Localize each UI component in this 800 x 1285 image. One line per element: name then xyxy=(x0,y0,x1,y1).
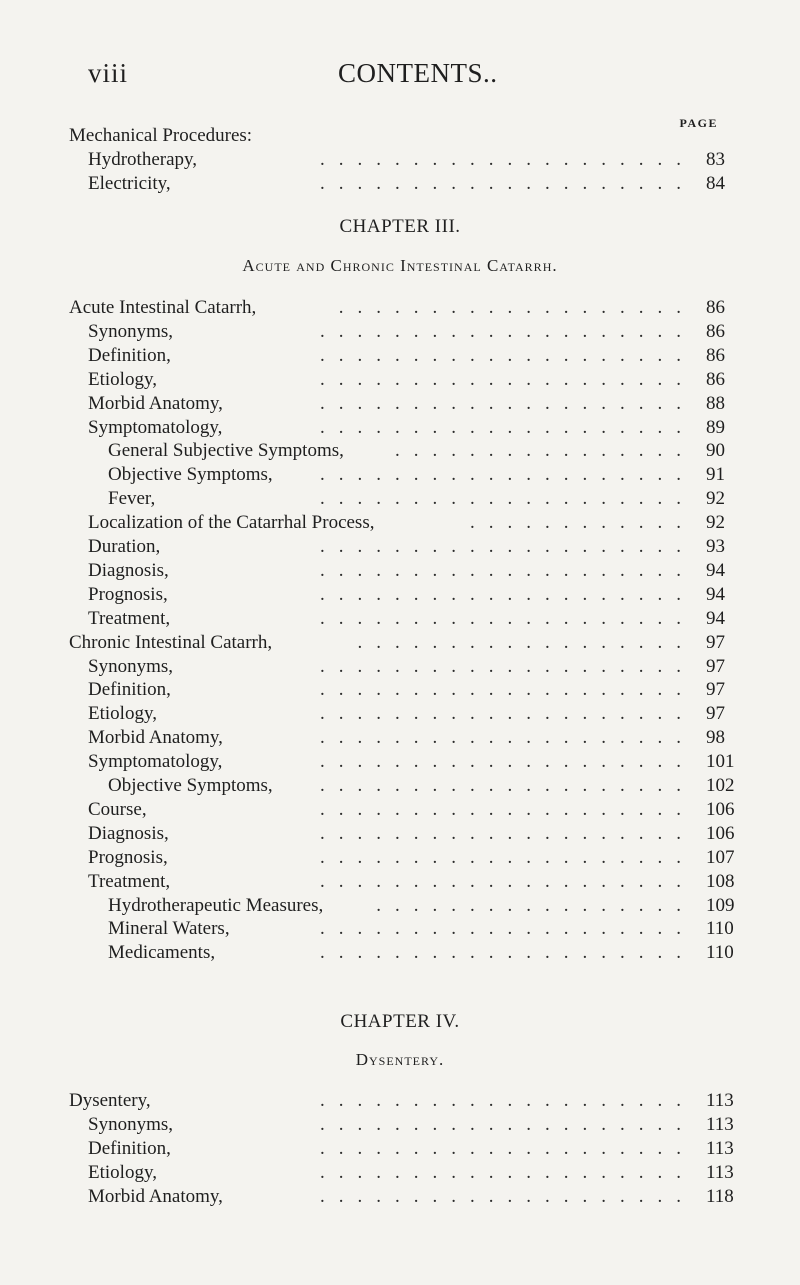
toc-entry-page: 91 xyxy=(706,464,725,486)
toc-entry xyxy=(0,343,800,369)
dot-leader: .................... xyxy=(320,727,695,749)
section-heading: Mechanical Procedures: xyxy=(69,125,253,146)
dot-leader: .................... xyxy=(320,1113,695,1135)
toc-entry-page: 83 xyxy=(706,149,725,170)
toc-entry-label: Prognosis, xyxy=(88,583,168,605)
toc-entry-page: 98 xyxy=(706,727,725,749)
toc-entry xyxy=(0,606,800,632)
toc-entry xyxy=(0,654,800,680)
toc-entry-page: 106 xyxy=(706,798,735,820)
toc-entry-label: Hydrotherapeutic Measures, xyxy=(108,894,324,916)
toc-entry-page: 97 xyxy=(706,703,725,725)
toc-entry-label: Synonyms, xyxy=(88,320,173,342)
toc-entry-page: 118 xyxy=(706,1185,734,1207)
dot-leader: .................... xyxy=(320,655,695,677)
dot-leader: .................. xyxy=(357,631,695,653)
toc-entry xyxy=(0,510,800,536)
dot-leader: .................... xyxy=(320,1137,695,1159)
toc-entry xyxy=(0,893,800,919)
toc-entry-label: Treatment, xyxy=(88,870,171,892)
dot-leader: .................... xyxy=(320,464,695,486)
toc-entry xyxy=(0,391,800,417)
toc-entry-page: 88 xyxy=(706,392,725,414)
running-head xyxy=(88,58,740,90)
toc-entry xyxy=(0,725,800,751)
toc-entry-page: 107 xyxy=(706,846,735,868)
toc-entry-page: 86 xyxy=(706,320,725,342)
toc-entry xyxy=(0,749,800,775)
toc-entry-page: 97 xyxy=(706,655,725,677)
toc-entry xyxy=(0,797,800,823)
dot-leader: .................... xyxy=(320,1090,695,1111)
dot-leader: .................... xyxy=(320,488,695,510)
toc-entry-label: Course, xyxy=(88,798,147,820)
dot-leader: .................... xyxy=(320,942,695,964)
toc-entry-label: Symptomatology, xyxy=(88,751,223,773)
dot-leader: .................... xyxy=(320,751,695,773)
toc-entry-label: Hydrotherapy, xyxy=(88,149,198,170)
toc-entry-label: Mineral Waters, xyxy=(108,918,230,940)
toc-entry-label: Medicaments, xyxy=(108,942,216,964)
toc-entry xyxy=(0,171,800,197)
toc-entry-label: Diagnosis, xyxy=(88,559,169,581)
toc-entry-page: 113 xyxy=(706,1113,734,1135)
toc-entry-label: Etiology, xyxy=(88,368,157,390)
dot-leader: .................... xyxy=(320,870,695,892)
toc-entry-label: Objective Symptoms, xyxy=(108,464,273,486)
dot-leader: .................... xyxy=(320,607,695,629)
toc-entry-page: 113 xyxy=(706,1161,734,1183)
dot-leader: .................... xyxy=(320,1161,695,1183)
toc-entry-label: Morbid Anatomy, xyxy=(88,1185,223,1207)
toc-entry-page: 86 xyxy=(706,344,725,366)
dot-leader: .................... xyxy=(320,583,695,605)
toc-entry-page: 94 xyxy=(706,583,725,605)
toc-entry xyxy=(0,147,800,173)
toc-entry-page: 97 xyxy=(706,679,725,701)
toc-entry-page: 86 xyxy=(706,297,725,318)
toc-entry-label: Definition, xyxy=(88,679,171,701)
chapter-number: CHAPTER IV. xyxy=(340,1011,460,1032)
toc-entry xyxy=(0,773,800,799)
toc-entry-page: 106 xyxy=(706,822,735,844)
dot-leader: ............ xyxy=(470,512,695,534)
toc-entry xyxy=(0,1136,800,1162)
toc-entry-label: Definition, xyxy=(88,344,171,366)
toc-entry-label: Morbid Anatomy, xyxy=(88,727,223,749)
toc-entry-page: 94 xyxy=(706,559,725,581)
dot-leader: .................... xyxy=(320,822,695,844)
toc-entry-page: 109 xyxy=(706,894,735,916)
dot-leader: ................ xyxy=(395,440,695,462)
toc-entry-label: Chronic Intestinal Catarrh, xyxy=(69,631,273,653)
toc-entry xyxy=(0,486,800,512)
running-head-title: CONTENTS.. xyxy=(338,58,498,88)
toc-entry-label: Definition, xyxy=(88,1137,171,1159)
dot-leader: .................... xyxy=(320,344,695,366)
toc-entry-page: 92 xyxy=(706,488,725,510)
toc-entry xyxy=(0,1160,800,1186)
toc-entry xyxy=(0,916,800,942)
toc-entry xyxy=(0,558,800,584)
dot-leader: .................... xyxy=(320,416,695,438)
toc-entry xyxy=(0,1112,800,1138)
toc-entry-label: Etiology, xyxy=(88,1161,157,1183)
chapter-subject: Dysentery. xyxy=(355,1050,445,1069)
toc-entry xyxy=(0,415,800,441)
toc-entry xyxy=(0,869,800,895)
toc-entry xyxy=(0,821,800,847)
toc-entry-page: 84 xyxy=(706,173,725,194)
toc-entry-label: Diagnosis, xyxy=(88,822,169,844)
dot-leader: .................... xyxy=(320,703,695,725)
toc-entry-label: Localization of the Catarrhal Process, xyxy=(88,512,375,534)
page-column-label: PAGE xyxy=(679,116,718,130)
dot-leader: ................. xyxy=(376,894,695,916)
dot-leader: .................... xyxy=(320,368,695,390)
toc-entry xyxy=(0,367,800,393)
toc-entry xyxy=(0,295,800,321)
toc-entry-page: 108 xyxy=(706,870,735,892)
toc-entry-page: 89 xyxy=(706,416,725,438)
toc-entry-page: 94 xyxy=(706,607,725,629)
section-heading-row xyxy=(0,123,800,149)
toc-entry-page: 86 xyxy=(706,368,725,390)
toc-entry-label: Electricity, xyxy=(88,173,171,194)
toc-entry xyxy=(0,319,800,345)
toc-entry-page: 93 xyxy=(706,536,725,557)
dot-leader: .................... xyxy=(320,798,695,820)
dot-leader: .................... xyxy=(320,320,695,342)
toc-entry-page: 102 xyxy=(706,775,735,796)
toc-entry xyxy=(0,845,800,871)
dot-leader: .................... xyxy=(320,392,695,414)
dot-leader: .................... xyxy=(320,846,695,868)
toc-entry xyxy=(0,462,800,488)
toc-entry-label: Dysentery, xyxy=(69,1090,151,1111)
dot-leader: ................... xyxy=(338,297,695,318)
toc-entry-label: General Subjective Symptoms, xyxy=(108,440,344,462)
toc-entry-label: Objective Symptoms, xyxy=(108,775,273,796)
dot-leader: .................... xyxy=(320,536,695,557)
toc-entry xyxy=(0,1088,800,1114)
toc-entry-page: 110 xyxy=(706,942,734,964)
toc-entry-page: 97 xyxy=(706,631,725,653)
dot-leader: .................... xyxy=(320,918,695,940)
toc-entry-label: Treatment, xyxy=(88,607,171,629)
toc-entry-label: Etiology, xyxy=(88,703,157,725)
toc-entry-label: Symptomatology, xyxy=(88,416,223,438)
toc-entry-page: 90 xyxy=(706,440,725,462)
toc-entry-page: 113 xyxy=(706,1090,734,1111)
dot-leader: .................... xyxy=(320,1185,695,1207)
toc-entry-page: 101 xyxy=(706,751,735,773)
toc-entry-page: 113 xyxy=(706,1137,734,1159)
chapter-subject: Acute and Chronic Intestinal Catarrh. xyxy=(242,256,558,275)
toc-entry-label: Fever, xyxy=(108,488,156,510)
toc-entry xyxy=(0,582,800,608)
toc-entry-label: Morbid Anatomy, xyxy=(88,392,223,414)
toc-entry-label: Synonyms, xyxy=(88,655,173,677)
dot-leader: .................... xyxy=(320,559,695,581)
dot-leader: .................... xyxy=(320,149,695,170)
toc-entry xyxy=(0,1184,800,1210)
toc-entry-label: Prognosis, xyxy=(88,846,168,868)
toc-entry xyxy=(0,940,800,966)
folio-number: viii xyxy=(88,58,129,88)
dot-leader: .................... xyxy=(320,679,695,701)
toc-entry-label: Synonyms, xyxy=(88,1113,173,1135)
toc-entry xyxy=(0,677,800,703)
toc-entry-label: Duration, xyxy=(88,536,161,557)
chapter-number: CHAPTER III. xyxy=(339,216,461,237)
toc-entry-page: 92 xyxy=(706,512,725,534)
toc-entry-label: Acute Intestinal Catarrh, xyxy=(69,297,257,318)
toc-entry xyxy=(0,701,800,727)
dot-leader: .................... xyxy=(320,173,695,194)
toc-entry xyxy=(0,630,800,656)
toc-entry xyxy=(0,438,800,464)
toc-entry xyxy=(0,534,800,560)
dot-leader: .................... xyxy=(320,775,695,796)
toc-entry-page: 110 xyxy=(706,918,734,940)
